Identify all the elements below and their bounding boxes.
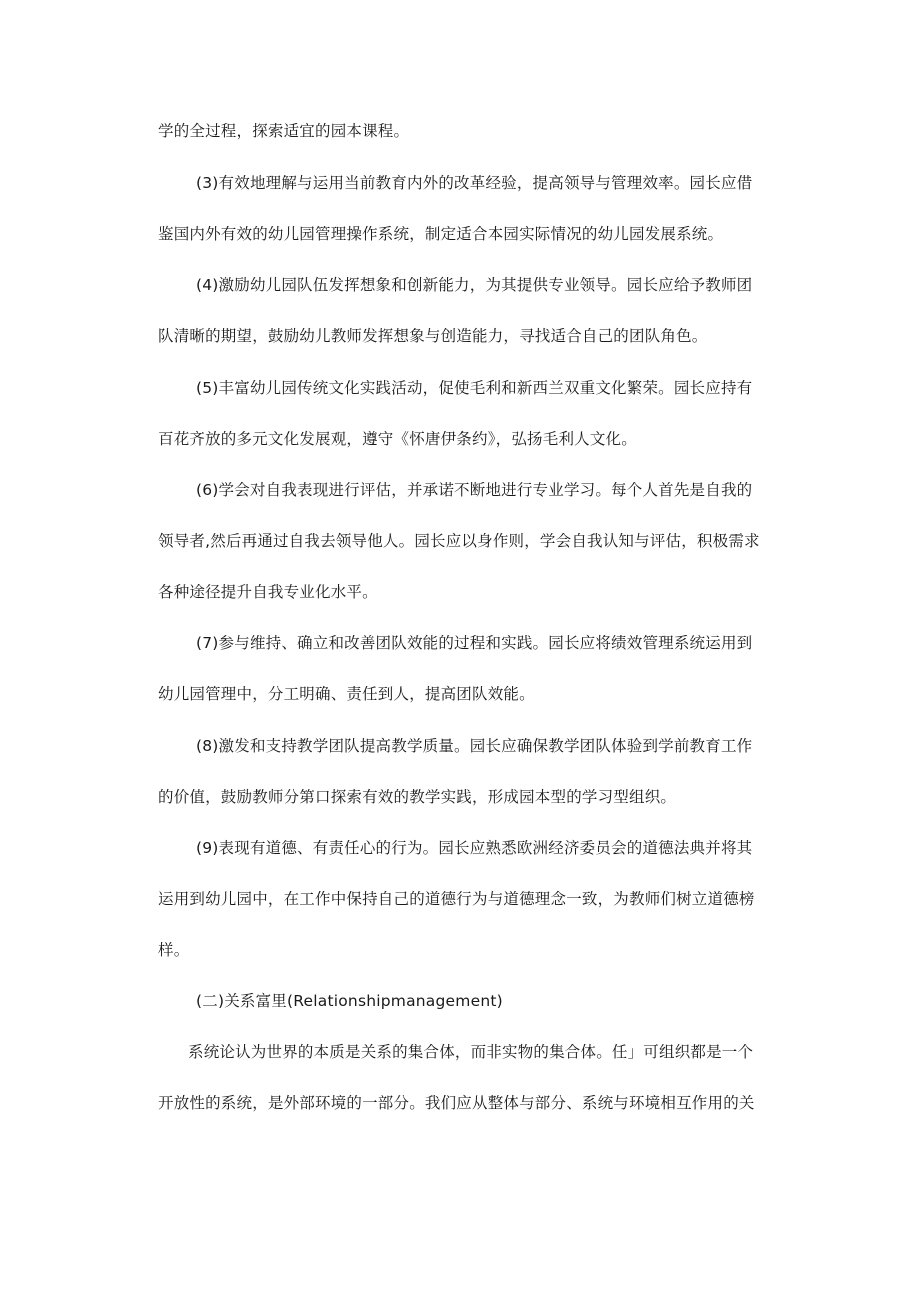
paragraph-8-line-1: (8)激发和支持教学团队提高教学质量。园长应确保教学团队体验到学前教育工作 — [196, 737, 753, 755]
paragraph-9-line-2: 运用到幼儿园中，在工作中保持自己的道德行为与道德理念一致，为教师们树立道德榜 — [158, 890, 755, 908]
paragraph-10-line-2: 开放性的系统，是外部环境的一部分。我们应从整体与部分、系统与环境相互作用的关 — [158, 1094, 755, 1112]
paragraph-6-line-3: 各种途径提升自我专业化水平。 — [158, 583, 378, 601]
paragraph-3-line-2: 鉴国内外有效的幼儿园管理操作系统，制定适合本园实际情况的幼儿园发展系统。 — [158, 225, 724, 243]
paragraph-4-line-2: 队清晰的期望，鼓励幼儿教师发挥想象与创造能力，寻找适合自己的团队角色。 — [158, 327, 708, 345]
paragraph-9-line-3: 样。 — [158, 941, 190, 959]
paragraph-7-line-1: (7)参与维持、确立和改善团队效能的过程和实践。园长应将绩效管理系统运用到 — [196, 634, 753, 652]
paragraph-9-line-1: (9)表现有道德、有责任心的行为。园长应熟悉欧洲经济委员会的道德法典并将其 — [196, 839, 753, 857]
paragraph-10-line-1: 系统论认为世界的本质是关系的集合体，而非实物的集合体。任」可组织都是一个 — [188, 1043, 754, 1061]
paragraph-7-line-2: 幼儿园管理中，分工明确、责任到人，提高团队效能。 — [158, 685, 535, 703]
text-line-1: 学的全过程，探索适宜的园本课程。 — [158, 122, 410, 140]
paragraph-4-line-1: (4)激励幼儿园队伍发挥想象和创新能力，为其提供专业领导。园长应给予教师团 — [196, 276, 753, 294]
paragraph-5-line-2: 百花齐放的多元文化发展观，遵守《怀唐伊条约》，弘扬毛利人文化。 — [158, 430, 637, 448]
paragraph-8-line-2: 的价值，鼓励教师分第口探索有效的教学实践，形成园本型的学习型组织。 — [158, 788, 677, 806]
paragraph-3-line-1: (3)有效地理解与运用当前教育内外的改革经验，提高领导与管理效率。园长应借 — [196, 174, 753, 192]
section-heading: (二)关系富里(Relationshipmanagement) — [196, 992, 503, 1010]
paragraph-6-line-2: 领导者,然后再通过自我去领导他人。园长应以身作则，学会自我认知与评估，积极需求 — [158, 532, 760, 550]
paragraph-6-line-1: (6)学会对自我表现进行评估，并承诺不断地进行专业学习。每个人首先是自我的 — [196, 481, 753, 499]
paragraph-5-line-1: (5)丰富幼儿园传统文化实践活动，促使毛利和新西兰双重文化繁荣。园长应持有 — [196, 379, 753, 397]
